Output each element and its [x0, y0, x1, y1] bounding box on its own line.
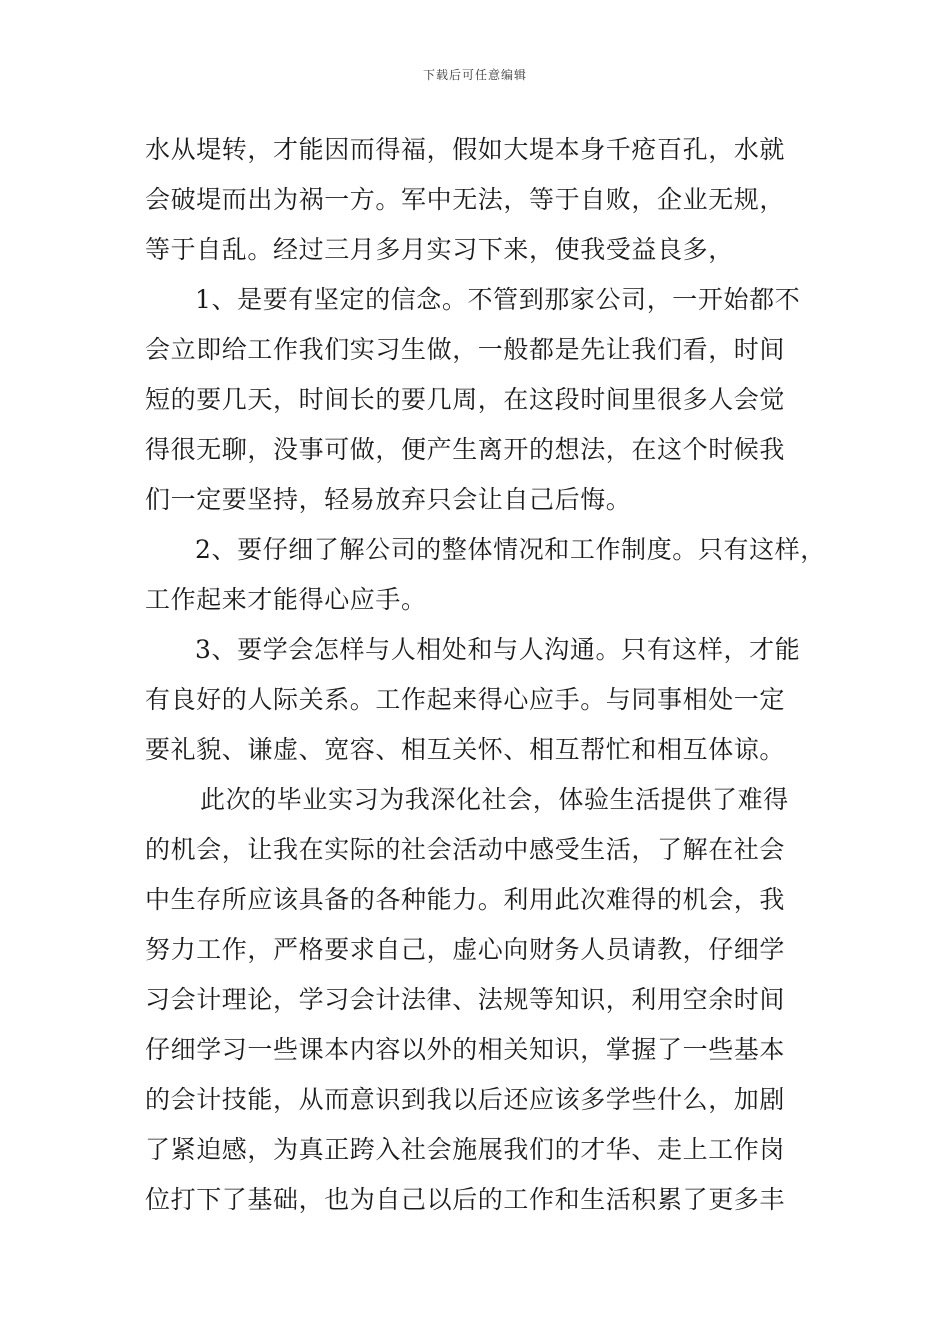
text-line: 努力工作，严格要求自己，虚心向财务人员请教，仔细学 — [145, 935, 786, 964]
text-line: 等于自乱。经过三月多月实习下来，使我受益良多， — [145, 235, 734, 264]
text-line: 中生存所应该具备的各种能力。利用此次难得的机会，我 — [145, 885, 786, 914]
text-line: 工作起来才能得心应手。 — [145, 585, 427, 614]
page-header: 下载后可任意编辑 — [422, 68, 527, 82]
text-line: 位打下了基础，也为自己以后的工作和生活积累了更多丰 — [145, 1185, 786, 1214]
text-line: 1、是要有坚定的信念。不管到那家公司，一开始都不 — [195, 285, 801, 314]
text-line: 3、要学会怎样与人相处和与人沟通。只有这样，才能 — [195, 635, 801, 664]
text-line: 的机会，让我在实际的社会活动中感受生活，了解在社会 — [145, 835, 786, 864]
text-line: 短的要几天，时间长的要几周，在这段时间里很多人会觉 — [145, 385, 786, 414]
text-line: 得很无聊，没事可做，便产生离开的想法，在这个时候我 — [145, 435, 786, 464]
text-line: 2、要仔细了解公司的整体情况和工作制度。只有这样， — [195, 535, 826, 564]
text-line: 有良好的人际关系。工作起来得心应手。与同事相处一定 — [145, 685, 786, 714]
text-line: 们一定要坚持，轻易放弃只会让自己后悔。 — [145, 485, 632, 514]
text-line: 的会计技能，从而意识到我以后还应该多学些什么，加剧 — [145, 1085, 786, 1114]
text-line: 习会计理论，学习会计法律、法规等知识，利用空余时间 — [145, 985, 786, 1014]
text-line: 水从堤转，才能因而得福，假如大堤本身千疮百孔，水就 — [145, 135, 786, 164]
text-line: 仔细学习一些课本内容以外的相关知识，掌握了一些基本 — [145, 1035, 786, 1064]
text-line: 要礼貌、谦虚、宽容、相互关怀、相互帮忙和相互体谅。 — [145, 735, 786, 764]
text-line: 会立即给工作我们实习生做，一般都是先让我们看，时间 — [145, 335, 786, 364]
text-line: 会破堤而出为祸一方。军中无法，等于自败，企业无规， — [145, 185, 786, 214]
text-line: 了紧迫感，为真正跨入社会施展我们的才华、走上工作岗 — [145, 1135, 786, 1164]
text-line: 此次的毕业实习为我深化社会，体验生活提供了难得 — [200, 785, 789, 814]
